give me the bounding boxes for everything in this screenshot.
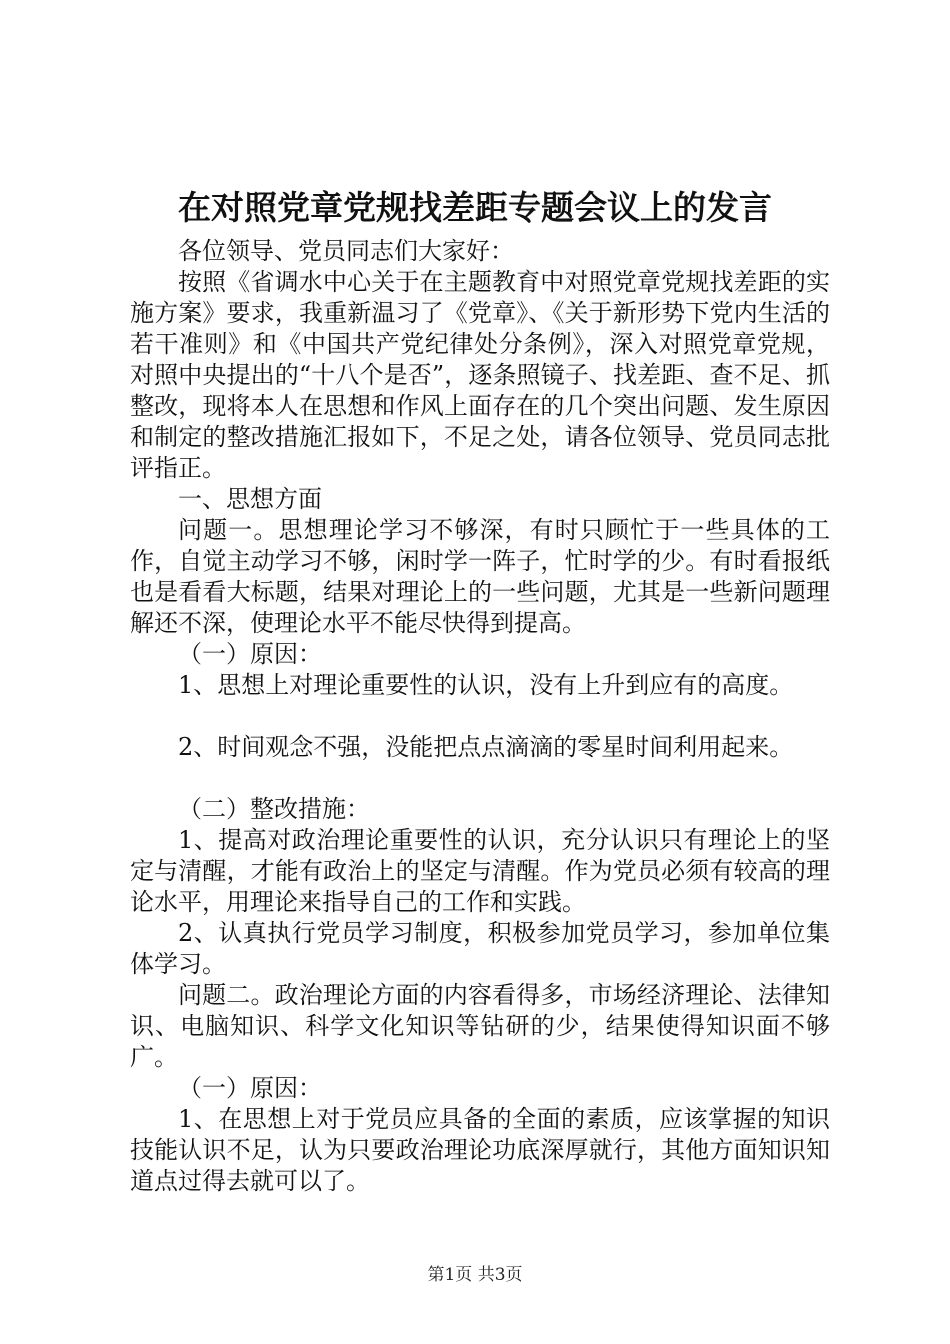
measure-item: 2、认真执行党员学习制度，积极参加党员学习，参加单位集体学习。 — [130, 919, 830, 978]
page-number-footer: 第1页 共3页 — [427, 1265, 523, 1285]
cause-item: 2、时间观念不强，没能把点点滴滴的零星时间利用起来。 — [178, 733, 794, 761]
cause-heading: （一）原因： — [178, 640, 322, 668]
greeting-paragraph: 各位领导、党员同志们大家好： — [178, 237, 514, 265]
cause-item: 1、在思想上对于党员应具备的全面的素质，应该掌握的知识技能认识不足，认为只要政治理论功底深厚就行，其他方面知识知道点过得去就可以了。 — [130, 1105, 830, 1195]
problem-one-paragraph: 问题一。思想理论学习不够深，有时只顾忙于一些具体的工作，自觉主动学习不够，闲时学一阵子，忙时学的少。有时看报纸也是看看大标题，结果对理论上的一些问题，尤其是一些新问题理解还不深，使理论水平不能尽快得到提高。 — [130, 516, 830, 637]
cause-heading: （一）原因： — [178, 1074, 322, 1102]
intro-paragraph: 按照《省调水中心关于在主题教育中对照党章党规找差距的实施方案》要求，我重新温习了《党章》、《关于新形势下党内生活的若干准则》和《中国共产党纪律处分条例》，深入对照党章党规，对照中央提出的“十八个是否”，逐条照镜子、找差距、查不足、抓整改，现将本人在思想和作风上面存在的几个突出问题、发生原因和制定的整改措施汇报如下，不足之处，请各位领导、党员同志批评指正。 — [130, 268, 830, 482]
section-heading: 一、思想方面 — [178, 485, 322, 513]
measures-heading: （二）整改措施： — [178, 795, 370, 823]
problem-two-paragraph: 问题二。政治理论方面的内容看得多，市场经济理论、法律知识、电脑知识、科学文化知识等钻研的少，结果使得知识面不够广。 — [130, 981, 830, 1071]
cause-item: 1、思想上对理论重要性的认识，没有上升到应有的高度。 — [178, 671, 794, 699]
document-title: 在对照党章党规找差距专题会议上的发言 — [178, 188, 772, 227]
document-body — [130, 236, 830, 1197]
measure-item: 1、提高对政治理论重要性的认识，充分认识只有理论上的坚定与清醒，才能有政治上的坚定与清醒。作为党员必须有较高的理论水平，用理论来指导自己的工作和实践。 — [130, 826, 830, 916]
